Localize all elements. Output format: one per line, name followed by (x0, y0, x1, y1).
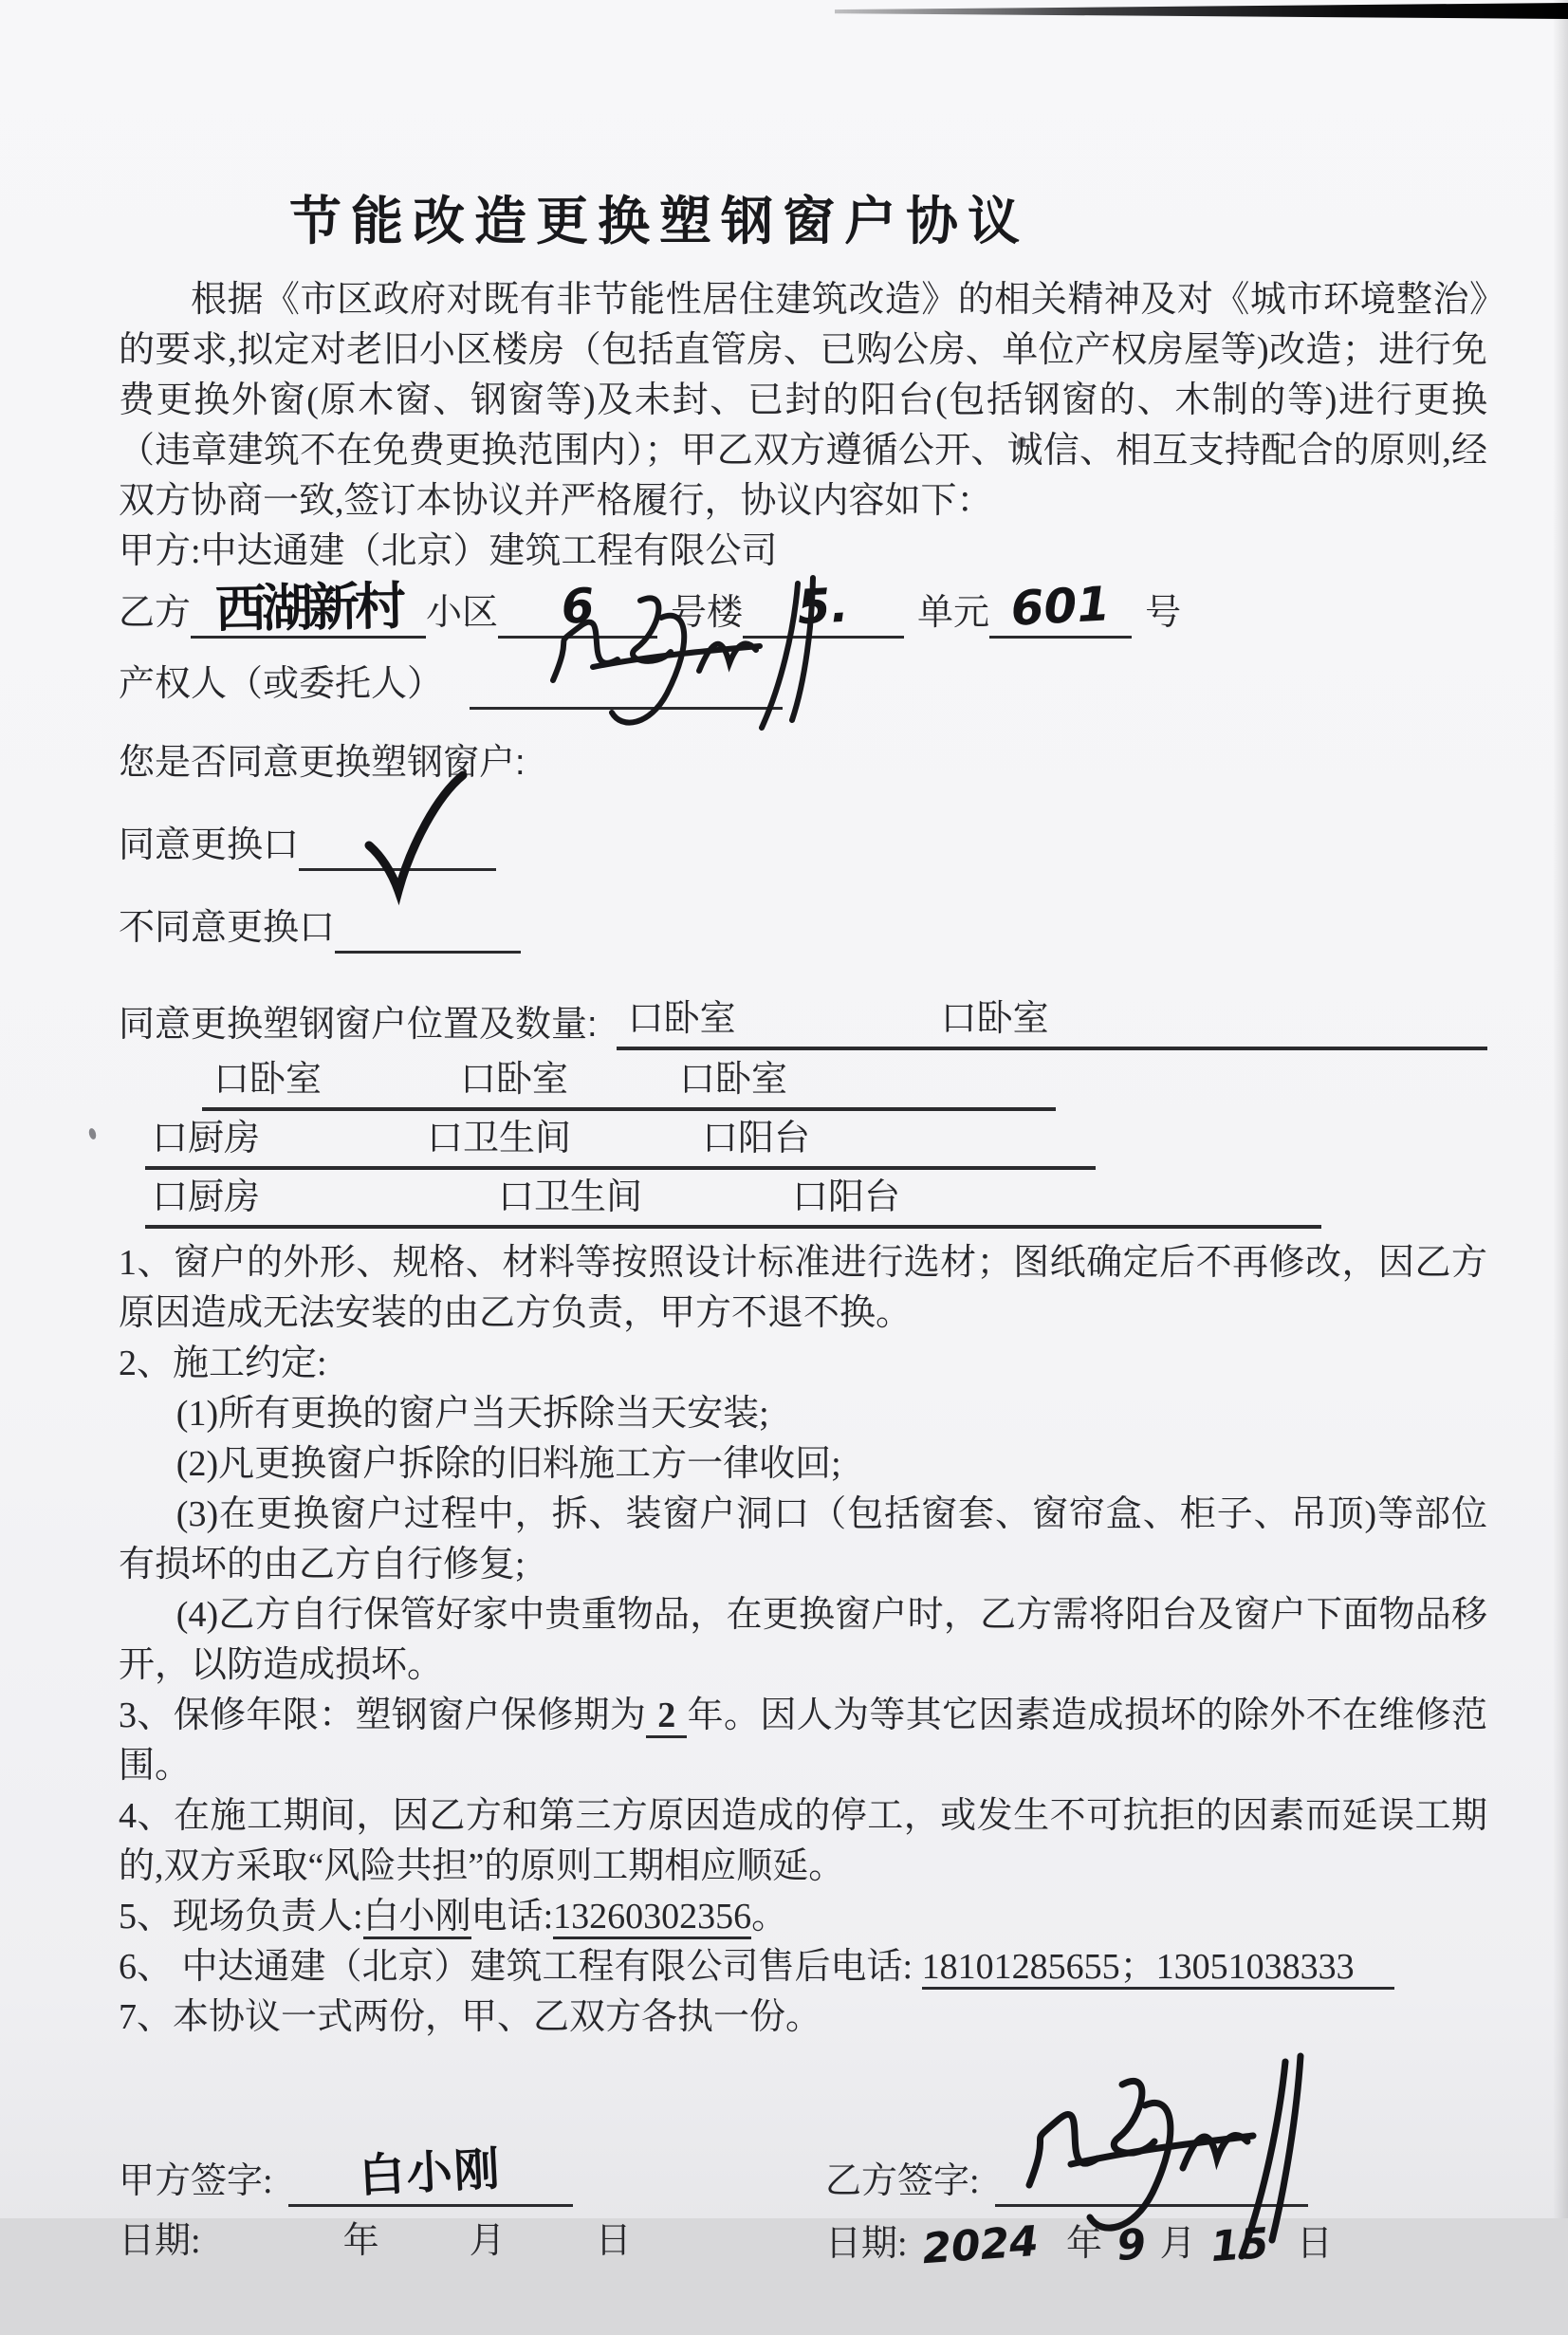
clause-3 (119, 1691, 1487, 1791)
clause-2-4: (4)乙方自行保管好家中贵重物品，在更换窗户时，乙方需将阳台及窗户下面物品移开，以防造成损坏。 (119, 1595, 1487, 1685)
owner-signature-blank (470, 659, 783, 710)
document-content (119, 0, 1487, 2335)
clause-2: 2、施工约定: (119, 1344, 327, 1383)
checkbox-item: 口卧室 (679, 1060, 788, 1100)
party-b-signature-blank (995, 2157, 1308, 2207)
owner-signature-scribble (526, 568, 830, 739)
party-b-signature-scribble (995, 2043, 1318, 2270)
clause-6 (119, 1942, 1487, 1992)
checkbox-row-kitchen-bath-balcony (145, 1117, 1096, 1170)
clause-6-pre: 6、 中达通建（北京）建筑工程有限公司售后电话: (119, 1947, 922, 1987)
clause-7: 7、本协议一式两份，甲、乙双方各执一份。 (119, 1997, 822, 2037)
clause-5-post: 。 (751, 1897, 788, 1937)
site-manager-name: 白小刚 (363, 1897, 471, 1939)
party-a-date-line (119, 2216, 632, 2267)
agree-label: 同意更换口 (119, 825, 300, 865)
clause-2-2: (2)凡更换窗户拆除的旧料施工方一律收回; (175, 1444, 841, 1484)
clause-3-post: 年。因人为等其它因素造成损坏的除外不在维修范围。 (119, 1696, 1487, 1786)
room-suffix-label: 号 (1145, 593, 1182, 633)
year-label: 年 (1066, 2224, 1103, 2264)
party-a-sign-label: 甲方签字: (119, 2161, 273, 2201)
checkbox-item: 口卫生间 (498, 1177, 643, 1217)
handwritten-community: 西湖新村 (214, 576, 402, 639)
party-a-signature-blank (288, 2142, 573, 2207)
party-a-line: 甲方:中达通建（北京）建筑工程有限公司 (119, 531, 778, 571)
party-b-sign-label: 乙方签字: (825, 2161, 980, 2201)
clause-5-pre: 5、现场负责人: (119, 1897, 363, 1937)
intro-paragraph: 根据《市区政府对既有非节能性居住建筑改造》的相关精神及对《城市环境整治》的要求,拟定对老旧小区楼房（包括直管房、已购公房、单位产权房屋等)改造；进行免费更换外窗(原木窗、钢窗等)及未封、已封的阳台(包括钢窗的、木制的等)进行更换（违章建筑不在免费更换范围内）；甲乙双方遵循公开、诚信、相互支持配合的原则,经双方协商一致,签订本协议并严格履行，协议内容如下： (119, 280, 1487, 521)
community-blank (191, 576, 426, 639)
warranty-years-value: 2 (646, 1696, 687, 1738)
day-label: 日 (1296, 2224, 1333, 2264)
handwritten-room-no: 601 (1009, 576, 1112, 637)
party-a-handwritten-name: 白小刚 (357, 2142, 503, 2203)
handwritten-day: 15 (1208, 2218, 1270, 2272)
checkbox-item: 口卧室 (627, 999, 736, 1039)
month-label: 月 (469, 2221, 506, 2261)
year-label: 年 (342, 2221, 379, 2261)
party-a-sign-line (119, 2142, 632, 2207)
clause-1: 1、窗户的外形、规格、材料等按照设计标准进行选材；图纸确定后不再修改，因乙方原因造成无法安装的由乙方负责，甲方不退不换。 (119, 1243, 1487, 1333)
site-manager-phone: 13260302356 (553, 1897, 751, 1939)
month-label: 月 (1159, 2224, 1196, 2264)
location-first-underline (617, 997, 1487, 1050)
agree-line (119, 821, 1487, 871)
location-label: 同意更换塑钢窗户位置及数量: (119, 1005, 598, 1045)
day-label: 日 (595, 2221, 632, 2261)
checkbox-item: 口厨房 (152, 1177, 261, 1217)
document-title: 节能改造更换塑钢窗户协议 (288, 192, 1029, 250)
agree-checkmark (363, 771, 468, 899)
party-b-sign-line (825, 2157, 1333, 2207)
disagree-blank (335, 903, 521, 954)
clause-2-1: (1)所有更换的窗户当天拆除当天安装; (175, 1394, 769, 1434)
clause-4: 4、在施工期间，因乙方和第三方原因造成的停工，或发生不可抗拒的因素而延误工期的,双方采取“风险共担”的原则工期相应顺延。 (119, 1796, 1487, 1886)
handwritten-month: 9 (1115, 2219, 1148, 2270)
clause-5-mid: 电话: (470, 1897, 554, 1937)
disagree-label: 不同意更换口 (119, 908, 336, 948)
date-label: 日期: (825, 2224, 908, 2264)
checkbox-row-kitchen-bath-balcony-2 (145, 1176, 1321, 1229)
handwritten-unit-no: 5. (796, 577, 851, 636)
clause-5 (119, 1892, 1487, 1942)
checkbox-item: 口阳台 (702, 1119, 811, 1158)
owner-line (119, 659, 1487, 710)
aftersales-phones: 18101285655；13051038333 (922, 1947, 1394, 1990)
disagree-line (119, 903, 1487, 954)
handwritten-building-no: 6 (559, 578, 596, 635)
checkbox-item: 口厨房 (152, 1119, 261, 1158)
party-b-signature-block (825, 2157, 1333, 2274)
checkbox-item: 口卧室 (213, 1060, 323, 1100)
owner-label: 产权人（或委托人） (119, 664, 444, 704)
party-b-label: 乙方 (119, 593, 192, 633)
scan-speck (88, 1127, 98, 1140)
party-a-signature-block (119, 2142, 632, 2267)
room-no-blank (989, 576, 1132, 639)
community-suffix-label: 小区 (426, 593, 499, 633)
unit-suffix-label: 单元 (917, 593, 990, 633)
consent-question: 您是否同意更换塑钢窗户: (119, 743, 526, 783)
checkbox-item: 口阳台 (792, 1177, 901, 1217)
building-suffix-label: 号楼 (671, 593, 744, 633)
checkbox-item: 口卧室 (460, 1060, 569, 1100)
handwritten-year: 2024 (920, 2216, 1040, 2274)
location-quantity-line (119, 997, 1487, 1050)
clause-2-3: (3)在更换窗户过程中，拆、装窗户洞口（包括窗套、窗帘盒、柜子、吊顶)等部位有损坏的由乙方自行修复; (119, 1494, 1487, 1584)
signature-section (119, 2117, 1487, 2335)
checkbox-item: 口卧室 (940, 999, 1049, 1039)
checkbox-item: 口卫生间 (427, 1119, 572, 1158)
clause-3-pre: 3、保修年限：塑钢窗户保修期为 (119, 1696, 647, 1735)
checkbox-row-bedrooms (202, 1058, 1056, 1111)
clauses-section (119, 1238, 1487, 2043)
date-label: 日期: (119, 2221, 201, 2261)
